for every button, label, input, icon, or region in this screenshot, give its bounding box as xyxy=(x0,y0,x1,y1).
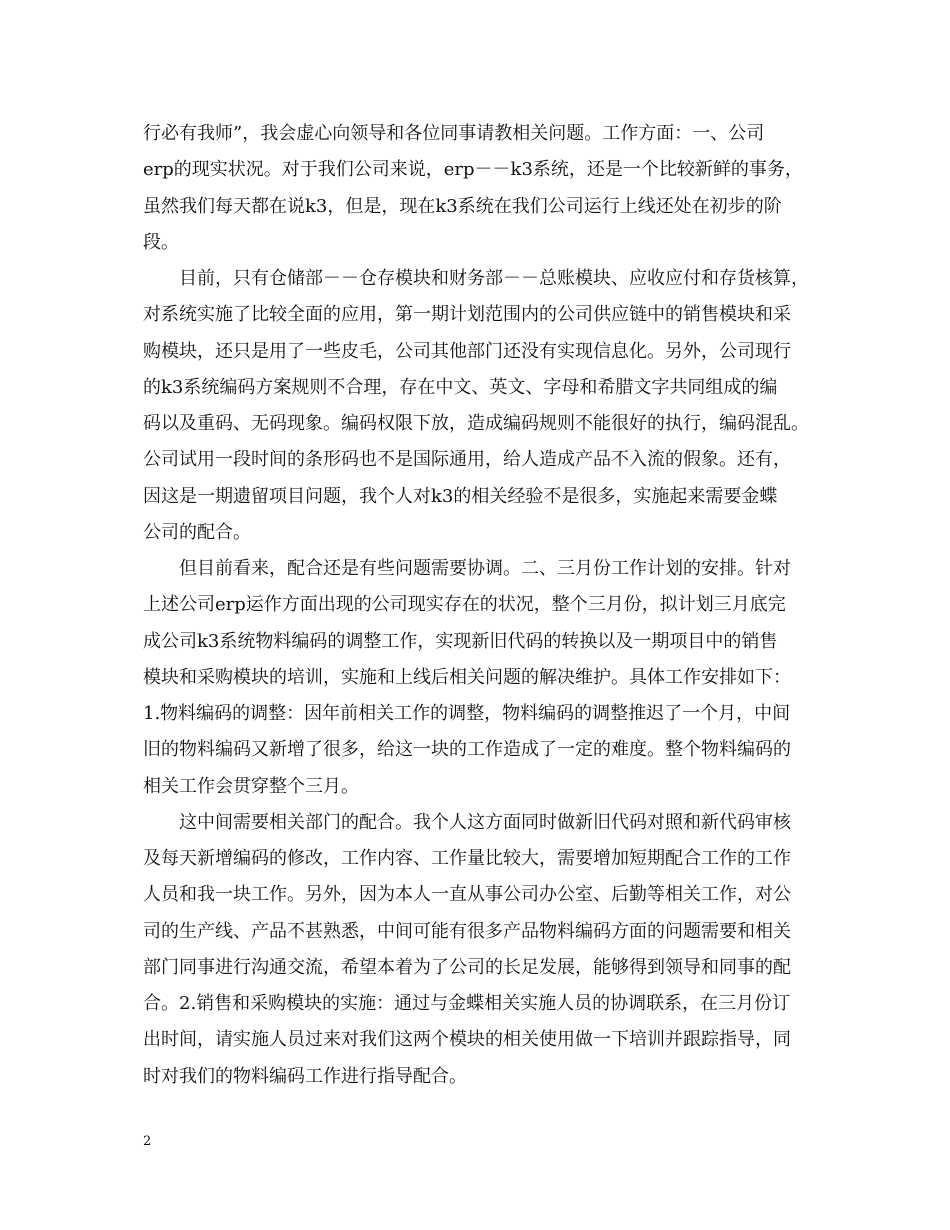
paragraph-first-line: 目前，只有仓储部－－仓存模块和财务部－－总账模块、应收应付和存货核算， xyxy=(179,268,809,289)
text-line: 购模块，还只是用了一些皮毛，公司其他部门还没有实现信息化。另外，公司现行 xyxy=(143,340,791,362)
page-number: 2 xyxy=(143,1134,152,1149)
text-line: 部门同事进行沟通交流，希望本着为了公司的长足发展，能够得到领导和同事的配 xyxy=(143,956,791,978)
text-line: 及每天新增编码的修改，工作内容、工作量比较大，需要增加短期配合工作的工作 xyxy=(143,848,791,869)
document-body xyxy=(143,116,811,1095)
text-line: 因这是一期遗留项目问题，我个人对k3的相关经验不是很多，实施起来需要金蝶 xyxy=(143,485,778,507)
text-line: 上述公司erp运作方面出现的公司现实存在的状况，整个三月份，拟计划三月底完 xyxy=(143,594,786,616)
text-line: 相关工作会贯穿整个三月。 xyxy=(143,775,359,797)
text-line: 的k3系统编码方案规则不合理，存在中文、英文、字母和希腊文字共同组成的编 xyxy=(143,376,778,398)
text-line: 行必有我师”，我会虚心向领导和各位同事请教相关问题。工作方面：一、公司 xyxy=(143,123,765,144)
text-line: 时对我们的物料编码工作进行指导配合。 xyxy=(143,1065,467,1087)
text-line: erp的现实状况。对于我们公司来说，erp－－k3系统，还是一个比较新鲜的事务， xyxy=(143,159,803,181)
text-line: 成公司k3系统物料编码的调整工作，实现新旧代码的转换以及一期项目中的销售 xyxy=(143,630,778,652)
paragraph-first-line: 但目前看来，配合还是有些问题需要协调。二、三月份工作计划的安排。针对 xyxy=(179,558,791,579)
text-line: 1.物料编码的调整：因年前相关工作的调整，物料编码的调整推迟了一个月，中间 xyxy=(143,703,791,724)
text-line: 对系统实施了比较全面的应用，第一期计划范围内的公司供应链中的销售模块和采 xyxy=(143,304,791,326)
paragraph-first-line: 这中间需要相关部门的配合。我个人这方面同时做新旧代码对照和新代码审核 xyxy=(179,811,791,833)
text-line: 段。 xyxy=(143,231,179,253)
text-line: 人员和我一块工作。另外，因为本人一直从事公司办公室、后勤等相关工作，对公 xyxy=(143,884,791,906)
text-line: 虽然我们每天都在说k3，但是，现在k3系统在我们公司运行上线还处在初步的阶 xyxy=(143,195,782,217)
text-line: 公司的配合。 xyxy=(143,521,251,543)
text-line: 公司试用一段时间的条形码也不是国际通用，给人造成产品不入流的假象。还有， xyxy=(143,449,791,471)
text-line: 司的生产线、产品不甚熟悉，中间可能有很多产品物料编码方面的问题需要和相关 xyxy=(143,920,791,942)
text-line: 码以及重码、无码现象。编码权限下放，造成编码规则不能很好的执行，编码混乱。 xyxy=(143,413,809,434)
text-line: 合。2.销售和采购模块的实施：通过与金蝶相关实施人员的协调联系，在三月份订 xyxy=(143,993,791,1014)
text-line: 旧的物料编码又新增了很多，给这一块的工作造成了一定的难度。整个物料编码的 xyxy=(143,739,791,761)
text-line: 出时间，请实施人员过来对我们这两个模块的相关使用做一下培训并跟踪指导，同 xyxy=(143,1029,791,1051)
text-line: 模块和采购模块的培训，实施和上线后相关问题的解决维护。具体工作安排如下： xyxy=(143,666,791,688)
